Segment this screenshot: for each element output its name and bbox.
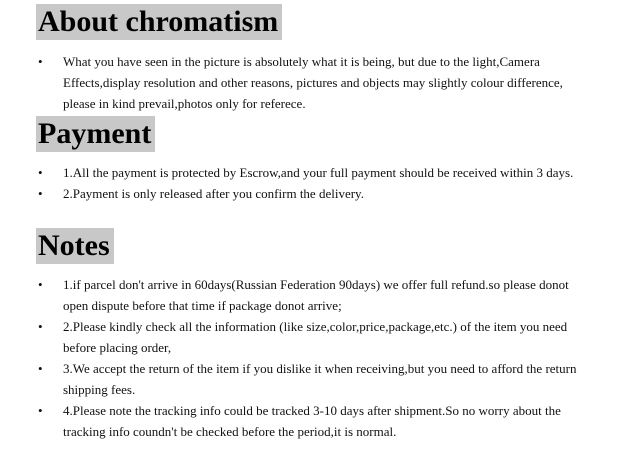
list-item [0,358,632,400]
list-item-text: 4.Please note the tracking info could be tracked 3-10 days after shipment.So no worry about the tracking info coundn't be checked before the period,it is normal. [63,403,561,439]
list-item [0,400,632,442]
bullet-icon: • [38,277,43,292]
list-item [0,51,632,114]
bullet-icon: • [38,54,43,69]
list-item-text: What you have seen in the picture is absolutely what it is being, but due to the light,Camera Effects,display resolution and other reasons, pictures and objects may slightly colour difference, please in kind prevail,photos only for referece. [63,54,563,111]
bullet-icon: • [38,165,43,180]
list-item [0,274,632,316]
section-heading-chromatism: About chromatism [36,4,282,40]
bullet-icon: • [38,319,43,334]
bullet-icon: • [38,186,43,201]
list-item-text: 2.Payment is only released after you confirm the delivery. [63,186,364,201]
section-heading-notes: Notes [36,228,114,264]
list-item-text: 1.if parcel don't arrive in 60days(Russian Federation 90days) we offer full refund.so please donot open dispute before that time if package donot arrive; [63,277,569,313]
bullet-icon: • [38,361,43,376]
list-item [0,183,632,204]
list-item-text: 3.We accept the return of the item if you dislike it when receiving,but you need to afford the return shipping fees. [63,361,577,397]
list-item [0,162,632,183]
section-heading-payment: Payment [36,116,155,152]
chromatism-list [0,51,632,114]
list-item-text: 1.All the payment is protected by Escrow,and your full payment should be received within 3 days. [63,165,574,180]
payment-list [0,162,632,204]
list-item-text: 2.Please kindly check all the information (like size,color,price,package,etc.) of the item you need before placing order, [63,319,568,355]
list-item [0,316,632,358]
notes-list [0,274,632,442]
bullet-icon: • [38,403,43,418]
